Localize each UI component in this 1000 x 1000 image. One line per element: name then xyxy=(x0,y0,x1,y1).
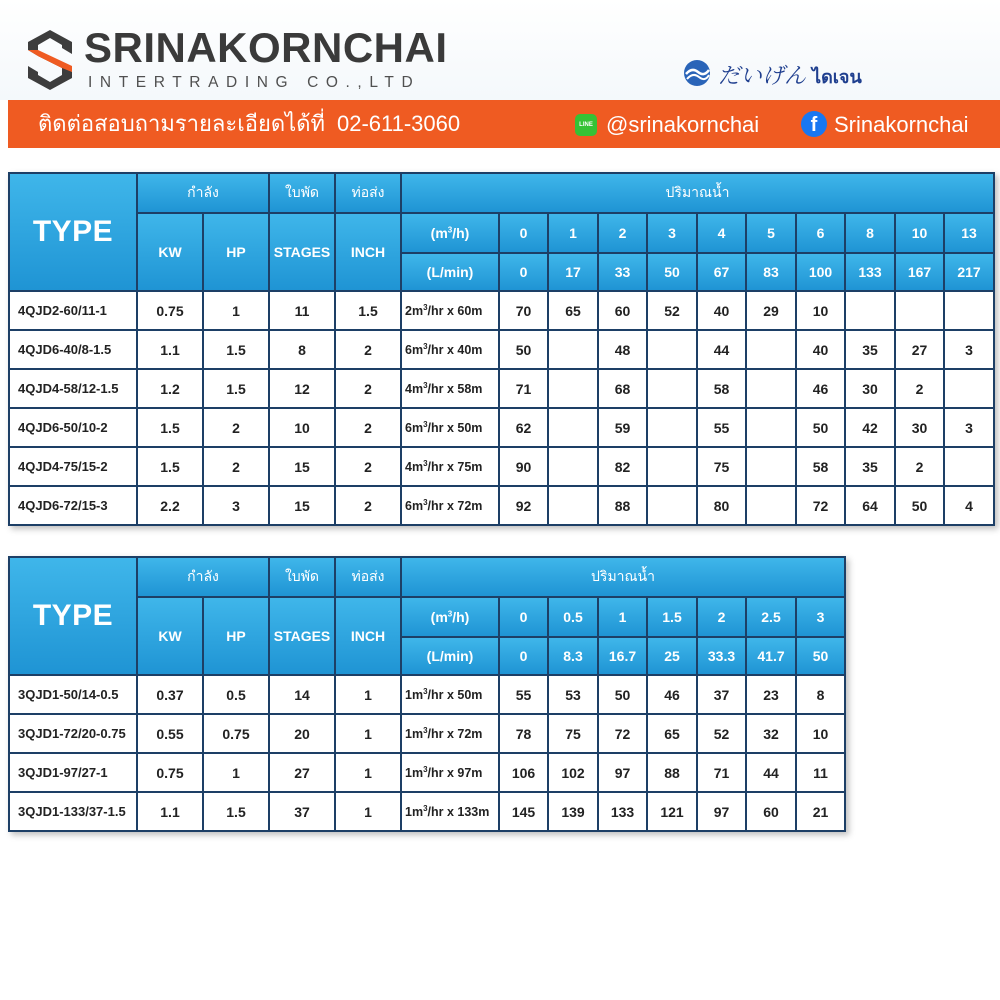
kw-header: KW xyxy=(137,597,203,675)
head-value-cell: 71 xyxy=(499,369,548,408)
flow-m3h-value: 10 xyxy=(895,213,944,253)
head-value-cell: 8 xyxy=(796,675,845,714)
head-value-cell: 3 xyxy=(944,330,994,369)
head-value-cell: 44 xyxy=(697,330,746,369)
header xyxy=(0,0,1000,100)
head-value-cell: 29 xyxy=(746,291,796,330)
head-value-cell: 2 xyxy=(895,447,944,486)
stages-cell: 20 xyxy=(269,714,335,753)
table-row xyxy=(9,291,994,330)
flow-lmin-value: 33 xyxy=(598,253,647,291)
head-value-cell: 78 xyxy=(499,714,548,753)
m3h-header: $(m^3/h)$ xyxy=(401,597,499,637)
inch-header: INCH xyxy=(335,597,401,675)
inch-cell: 1 xyxy=(335,792,401,831)
flow-m3h-value: 1 xyxy=(598,597,647,637)
flow-lmin-value: 17 xyxy=(548,253,598,291)
flow-m3h-value: 2 xyxy=(598,213,647,253)
head-cell: $1m^3/hr$ x 97m xyxy=(401,753,499,792)
head-value-cell: 139 xyxy=(548,792,598,831)
head-value-cell: 32 xyxy=(746,714,796,753)
hp-cell: 0.5 xyxy=(203,675,269,714)
hp-cell: 2 xyxy=(203,447,269,486)
flow-m3h-value: 3 xyxy=(796,597,845,637)
head-value-cell: 46 xyxy=(796,369,845,408)
head-cell: $6m^3/hr$ x 72m xyxy=(401,486,499,525)
head-value-cell: 65 xyxy=(647,714,697,753)
head-value-cell: 10 xyxy=(796,291,845,330)
head-value-cell: 133 xyxy=(598,792,647,831)
line-icon: LINE xyxy=(575,114,597,136)
kw-cell: 1.5 xyxy=(137,408,203,447)
head-value-cell: 97 xyxy=(697,792,746,831)
spec-table-3qjd xyxy=(8,556,846,832)
flow-m3h-value: 0.5 xyxy=(548,597,598,637)
head-value-cell: 50 xyxy=(796,408,845,447)
head-value-cell xyxy=(944,369,994,408)
head-value-cell: 37 xyxy=(697,675,746,714)
head-value-cell: 46 xyxy=(647,675,697,714)
spec-table-4qjd xyxy=(8,172,995,526)
kw-cell: 0.55 xyxy=(137,714,203,753)
flow-lmin-value: 167 xyxy=(895,253,944,291)
flow-lmin-value: 50 xyxy=(647,253,697,291)
head-cell: $4m^3/hr$ x 75m xyxy=(401,447,499,486)
head-cell: $1m^3/hr$ x 133m xyxy=(401,792,499,831)
flow-lmin-value: 25 xyxy=(647,637,697,675)
inch-cell: 2 xyxy=(335,408,401,447)
flow-m3h-value: 2.5 xyxy=(746,597,796,637)
head-value-cell xyxy=(548,408,598,447)
head-value-cell: 50 xyxy=(895,486,944,525)
model-cell: 4QJD6-72/15-3 xyxy=(9,486,137,525)
stages-cell: 15 xyxy=(269,447,335,486)
lmin-header: (L/min) xyxy=(401,637,499,675)
head-value-cell: 80 xyxy=(697,486,746,525)
head-value-cell: 72 xyxy=(598,714,647,753)
kw-cell: 0.37 xyxy=(137,675,203,714)
flow-header: ปริมาณน้ำ xyxy=(401,173,994,213)
head-value-cell: 75 xyxy=(697,447,746,486)
head-value-cell: 75 xyxy=(548,714,598,753)
inch-cell: 2 xyxy=(335,486,401,525)
hp-cell: 2 xyxy=(203,408,269,447)
kw-cell: 1.1 xyxy=(137,330,203,369)
inch-cell: 1.5 xyxy=(335,291,401,330)
head-value-cell: 68 xyxy=(598,369,647,408)
head-value-cell: 55 xyxy=(499,675,548,714)
contact-text: ติดต่อสอบถามรายละเอียดได้ที่ xyxy=(38,111,325,136)
flow-lmin-value: 8.3 xyxy=(548,637,598,675)
model-cell: 3QJD1-97/27-1 xyxy=(9,753,137,792)
hp-header: HP xyxy=(203,213,269,291)
head-value-cell xyxy=(647,369,697,408)
hp-cell: 1.5 xyxy=(203,330,269,369)
table-row xyxy=(9,330,994,369)
inch-cell: 1 xyxy=(335,753,401,792)
hp-cell: 1 xyxy=(203,291,269,330)
head-value-cell: 60 xyxy=(598,291,647,330)
flow-lmin-value: 83 xyxy=(746,253,796,291)
head-cell: $1m^3/hr$ x 72m xyxy=(401,714,499,753)
stages-cell: 11 xyxy=(269,291,335,330)
flow-lmin-value: 133 xyxy=(845,253,895,291)
head-value-cell: 71 xyxy=(697,753,746,792)
head-value-cell: 48 xyxy=(598,330,647,369)
head-value-cell: 3 xyxy=(944,408,994,447)
head-cell: $6m^3/hr$ x 50m xyxy=(401,408,499,447)
model-cell: 4QJD4-58/12-1.5 xyxy=(9,369,137,408)
facebook-icon: f xyxy=(801,111,827,137)
head-cell: $1m^3/hr$ x 50m xyxy=(401,675,499,714)
flow-lmin-value: 0 xyxy=(499,253,548,291)
head-value-cell: 11 xyxy=(796,753,845,792)
head-value-cell xyxy=(548,369,598,408)
flow-lmin-value: 33.3 xyxy=(697,637,746,675)
head-value-cell: 52 xyxy=(697,714,746,753)
kw-cell: 2.2 xyxy=(137,486,203,525)
head-value-cell: 40 xyxy=(796,330,845,369)
head-value-cell xyxy=(548,447,598,486)
flow-lmin-value: 217 xyxy=(944,253,994,291)
facebook-name[interactable]: Srinakornchai xyxy=(834,112,969,137)
model-cell: 4QJD6-40/8-1.5 xyxy=(9,330,137,369)
head-value-cell: 121 xyxy=(647,792,697,831)
head-value-cell: 92 xyxy=(499,486,548,525)
head-value-cell: 50 xyxy=(598,675,647,714)
head-value-cell xyxy=(746,447,796,486)
type-header: TYPE xyxy=(9,557,137,675)
model-cell: 3QJD1-72/20-0.75 xyxy=(9,714,137,753)
flow-lmin-value: 100 xyxy=(796,253,845,291)
table-row xyxy=(9,792,845,831)
line-handle[interactable]: @srinakornchai xyxy=(606,112,760,137)
table-row xyxy=(9,447,994,486)
table-row xyxy=(9,675,845,714)
head-value-cell xyxy=(746,486,796,525)
flow-m3h-value: 8 xyxy=(845,213,895,253)
flow-m3h-value: 1.5 xyxy=(647,597,697,637)
impeller-header: ใบพัด xyxy=(269,173,335,213)
flow-m3h-value: 5 xyxy=(746,213,796,253)
head-value-cell: 65 xyxy=(548,291,598,330)
head-value-cell: 30 xyxy=(895,408,944,447)
impeller-header: ใบพัด xyxy=(269,557,335,597)
head-value-cell xyxy=(895,291,944,330)
head-value-cell: 21 xyxy=(796,792,845,831)
contact-bar xyxy=(8,100,1000,148)
head-value-cell xyxy=(746,369,796,408)
flow-m3h-value: 6 xyxy=(796,213,845,253)
head-value-cell: 59 xyxy=(598,408,647,447)
flow-lmin-value: 67 xyxy=(697,253,746,291)
head-value-cell: 102 xyxy=(548,753,598,792)
head-cell: $2m^3/hr$ x 60m xyxy=(401,291,499,330)
head-value-cell: 62 xyxy=(499,408,548,447)
hp-cell: 1.5 xyxy=(203,792,269,831)
head-value-cell: 27 xyxy=(895,330,944,369)
kw-cell: 1.2 xyxy=(137,369,203,408)
head-value-cell: 88 xyxy=(598,486,647,525)
head-value-cell xyxy=(647,486,697,525)
head-value-cell: 35 xyxy=(845,330,895,369)
flow-m3h-value: 4 xyxy=(697,213,746,253)
stages-cell: 12 xyxy=(269,369,335,408)
head-value-cell: 2 xyxy=(895,369,944,408)
power-header: กำลัง xyxy=(137,557,269,597)
type-header: TYPE xyxy=(9,173,137,291)
hp-cell: 0.75 xyxy=(203,714,269,753)
flow-header: ปริมาณน้ำ xyxy=(401,557,845,597)
m3h-header: $(m^3/h)$ xyxy=(401,213,499,253)
head-value-cell: 23 xyxy=(746,675,796,714)
hp-cell: 3 xyxy=(203,486,269,525)
flow-m3h-value: 3 xyxy=(647,213,697,253)
stages-cell: 27 xyxy=(269,753,335,792)
head-value-cell xyxy=(746,408,796,447)
head-value-cell: 30 xyxy=(845,369,895,408)
power-header: กำลัง xyxy=(137,173,269,213)
flow-lmin-value: 0 xyxy=(499,637,548,675)
inch-cell: 2 xyxy=(335,369,401,408)
hp-cell: 1 xyxy=(203,753,269,792)
daigen-wave-icon xyxy=(682,58,712,88)
head-value-cell: 70 xyxy=(499,291,548,330)
head-value-cell: 60 xyxy=(746,792,796,831)
flow-lmin-value: 50 xyxy=(796,637,845,675)
stages-cell: 37 xyxy=(269,792,335,831)
model-cell: 3QJD1-133/37-1.5 xyxy=(9,792,137,831)
head-value-cell: 4 xyxy=(944,486,994,525)
head-value-cell: 35 xyxy=(845,447,895,486)
brand-name: SRINAKORNCHAI xyxy=(84,24,448,71)
head-value-cell: 50 xyxy=(499,330,548,369)
daigen-thai: ไดเจน xyxy=(812,67,862,88)
stages-cell: 10 xyxy=(269,408,335,447)
flow-m3h-value: 0 xyxy=(499,597,548,637)
head-value-cell xyxy=(647,447,697,486)
head-value-cell: 10 xyxy=(796,714,845,753)
flow-m3h-value: 13 xyxy=(944,213,994,253)
head-cell: $4m^3/hr$ x 58m xyxy=(401,369,499,408)
stages-cell: 14 xyxy=(269,675,335,714)
srinakornchai-logo-icon xyxy=(26,28,74,92)
kw-cell: 0.75 xyxy=(137,753,203,792)
head-value-cell: 106 xyxy=(499,753,548,792)
head-value-cell: 42 xyxy=(845,408,895,447)
head-value-cell: 55 xyxy=(697,408,746,447)
stages-header: STAGES xyxy=(269,213,335,291)
stages-cell: 8 xyxy=(269,330,335,369)
head-value-cell: 53 xyxy=(548,675,598,714)
hp-cell: 1.5 xyxy=(203,369,269,408)
kw-cell: 0.75 xyxy=(137,291,203,330)
head-value-cell: 52 xyxy=(647,291,697,330)
pipe-header: ท่อส่ง xyxy=(335,557,401,597)
brand-subtitle: INTERTRADING CO.,LTD xyxy=(88,74,421,91)
head-value-cell xyxy=(944,447,994,486)
flow-lmin-value: 41.7 xyxy=(746,637,796,675)
head-value-cell xyxy=(548,330,598,369)
table-row xyxy=(9,753,845,792)
head-value-cell xyxy=(647,408,697,447)
model-cell: 4QJD6-50/10-2 xyxy=(9,408,137,447)
head-value-cell: 44 xyxy=(746,753,796,792)
inch-cell: 2 xyxy=(335,330,401,369)
inch-cell: 1 xyxy=(335,714,401,753)
head-value-cell: 97 xyxy=(598,753,647,792)
flow-m3h-value: 2 xyxy=(697,597,746,637)
head-value-cell: 145 xyxy=(499,792,548,831)
head-value-cell xyxy=(845,291,895,330)
pipe-header: ท่อส่ง xyxy=(335,173,401,213)
stages-header: STAGES xyxy=(269,597,335,675)
flow-lmin-value: 16.7 xyxy=(598,637,647,675)
head-value-cell xyxy=(944,291,994,330)
head-value-cell: 90 xyxy=(499,447,548,486)
kw-cell: 1.5 xyxy=(137,447,203,486)
head-value-cell: 88 xyxy=(647,753,697,792)
inch-cell: 2 xyxy=(335,447,401,486)
inch-header: INCH xyxy=(335,213,401,291)
model-cell: 4QJD4-75/15-2 xyxy=(9,447,137,486)
model-cell: 3QJD1-50/14-0.5 xyxy=(9,675,137,714)
table-row xyxy=(9,408,994,447)
flow-m3h-value: 0 xyxy=(499,213,548,253)
hp-header: HP xyxy=(203,597,269,675)
head-value-cell: 82 xyxy=(598,447,647,486)
head-value-cell xyxy=(647,330,697,369)
table-row xyxy=(9,714,845,753)
head-value-cell: 58 xyxy=(697,369,746,408)
head-value-cell xyxy=(746,330,796,369)
table-row xyxy=(9,369,994,408)
head-cell: $6m^3/hr$ x 40m xyxy=(401,330,499,369)
phone-number[interactable]: 02-611-3060 xyxy=(336,111,461,136)
stages-cell: 15 xyxy=(269,486,335,525)
flow-m3h-value: 1 xyxy=(548,213,598,253)
head-value-cell: 58 xyxy=(796,447,845,486)
inch-cell: 1 xyxy=(335,675,401,714)
head-value-cell xyxy=(548,486,598,525)
daigen-japanese: だいげん xyxy=(718,64,807,89)
kw-header: KW xyxy=(137,213,203,291)
head-value-cell: 64 xyxy=(845,486,895,525)
head-value-cell: 40 xyxy=(697,291,746,330)
kw-cell: 1.1 xyxy=(137,792,203,831)
head-value-cell: 72 xyxy=(796,486,845,525)
lmin-header: (L/min) xyxy=(401,253,499,291)
model-cell: 4QJD2-60/11-1 xyxy=(9,291,137,330)
table-row xyxy=(9,486,994,525)
